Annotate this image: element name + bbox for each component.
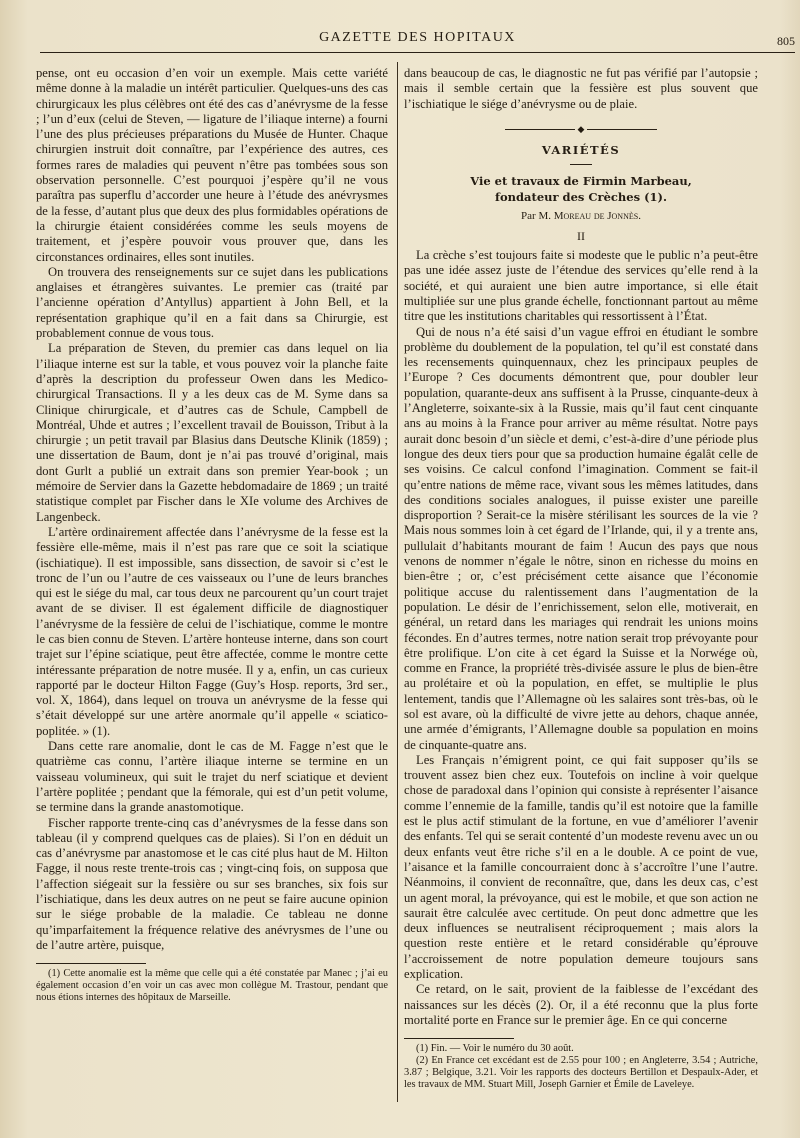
left-column xyxy=(36,66,388,1106)
article-title-line: Vie et travaux de Firmin Marbeau, xyxy=(470,174,692,189)
byline xyxy=(404,209,758,224)
byline-author: Moreau de Jonnès. xyxy=(553,210,641,223)
column-divider xyxy=(397,62,398,1102)
ornamental-rule: ◆ xyxy=(404,122,758,137)
paragraph: On trouvera des renseignements sur ce sujet dans les publications anglaises et étrangères suivantes. Le premier cas (traité par l’ancienne opération d’Antyllus) appartient à John Bell, et la représentation graphique qu’il en a fait dans sa Chirurgie, est probablement connue de vous tous. xyxy=(36,264,388,341)
footnote-rule xyxy=(404,1038,514,1039)
part-number: II xyxy=(577,228,585,243)
page-number: 805 xyxy=(777,34,795,48)
paragraph: Fischer rapporte trente-cinq cas d’anévrysmes de la fesse dans son tableau (il y comprend quelques cas de plaies). Si l’on en déduit un cas d’anévrysme par anastomose et le cas cité plus haut de M. Hilton Fagge, il nous reste trente-trois cas ; vingt-cinq fois, on supposa que l’affection siégeait sur la fessière ou sur ses branches, six fois sur l’ischiatique, dans les deux autres on ne peut se faire aucune opinion sur le siége probable de la maladie. Ce tableau ne donne qu’imparfaitement la fréquence relative des anévrysmes de l’une ou de l’autre artère, puisque, xyxy=(36,815,388,952)
paragraph: L’artère ordinairement affectée dans l’anévrysme de la fesse est la fessière elle-même, mais il n’est pas rare que ce soit la sciatique (ischiatique). Il est impossible, sans dissection, de savoir si c’est le tronc de l’un ou l’autre de ces vaisseaux ou l’une de leurs branches qui est le siége du mal, car tous deux ne parcourent qu’un court trajet avant de se diviser. Il est également difficile de diagnostiquer l’anévrysme de la fessière de celui de l’ischiatique, comme le montre le cas bien connu de Steven. L’artère honteuse interne, dans son court trajet sur l’épine sciatique, peut être affectée, comme le montre cette intéressante préparation de notre musée. Il y a, enfin, un cas curieux rapporté par le docteur Hilton Fagge (Guy’s Hosp. reports, 3rd ser., vol. X, 1864), dans lequel on trouva un anévrysme de la fesse qui s’était développé sur une artère anormale qu’il appelle « sciatico-poplitée. » (1). xyxy=(36,524,388,738)
right-column xyxy=(404,66,758,1106)
byline-prefix: Par M. xyxy=(521,210,551,223)
article-title-line: fondateur des Crèches (1). xyxy=(495,190,667,205)
article-title xyxy=(404,173,758,205)
journal-title: GAZETTE DES HOPITAUX xyxy=(319,30,516,45)
footnote: (1) Cette anomalie est la même que celle qui a été constatée par Manec ; j’ai eu également occasion d’en voir un cas avec mon collègue M. Trastour, pendant que nous étions internes des hôpitaux de Marseille. xyxy=(36,968,388,1004)
paragraph: Dans cette rare anomalie, dont le cas de M. Fagge n’est que le quatrième cas connu, l’artère iliaque interne se termine en un vaisseau volumineux, qui suit le trajet du nerf sciatique et devient l’artère poplitée ; pendant que la fémorale, qui est d’un petit volume, se termine dans la grande anastomotique. xyxy=(36,739,388,815)
footnote: (2) En France cet excédant est de 2.55 pour 100 ; en Angleterre, 3.54 ; Autriche, 3.87 ; Belgique, 3.21. Voir les rapports des docteurs Bertillon et Despaulx-Ader, et les travaux de MM. Stuart Mill, Joseph Garnier et Émile de Laveleye. xyxy=(404,1055,758,1091)
paragraph: dans beaucoup de cas, le diagnostic ne fut pas vérifié par l’autopsie ; mais il semble certain que la fessière est plus souvent que l’ischiatique le siége d’anévrysme ou de plaie. xyxy=(404,66,758,111)
footnote-rule xyxy=(36,963,146,964)
paragraph: pense, ont eu occasion d’en voir un exemple. Mais cette variété même donne à la maladie un intérêt particulier. Quelques-uns des cas chirurgicaux les plus célèbres ont été des cas d’anévrysme de la fesse ; l’un d’eux (celui de Steven, — ligature de l’iliaque interne) a fourni l’une des plus précieuses préparations du Musée de Hunter. Chaque chirurgien instruit doit connaître, par l’expérience des autres, ces formes rares de maladies qui peuvent n’être pas tombées sous son observation personnelle. C’est pourquoi j’espère qu’il ne vous paraîtra pas superflu d’accorder une heure à l’étude des anévrysmes de la fesse, d’autant plus que deux des plus formidables opérations de la chirurgie étaient considérées comme les seuls moyens de traitement, et j’espère pouvoir vous prouver que, dans les circonstances ordinaires, elles sont inutiles. xyxy=(36,66,388,264)
paragraph: Les Français n’émigrent point, ce qui fait supposer qu’ils se trouvent assez bien chez eux. Toutefois on incline à voir quelque chose de paradoxal dans l’opinion qui consiste à représenter l’aisance comme l’ennemie de la famille, tandis qu’il est notoire que la famille est le plus actif stimulant de la fortune, en vue d’améliorer l’avenir des enfants. Tel qui se serait contenté d’un modeste revenu avec un ou deux enfants veut être riche s’il en a le double. A ce point de vue, l’aisance et la famille concourraient donc à s’accroître l’une l’autre. Néanmoins, il convient de reconnaître, que, dans les deux cas, c’est un agent moral, la prévoyance, qui est le mobile, et que son action ne saurait être calculée avec certitude. On peut donc admettre que les deux influences se neutralisent réciproquement ; mais alors la question reste entière et le retard considérable qu’éprouve l’accroissement de notre population demeure toujours sans explication. xyxy=(404,752,758,982)
paragraph: La crèche s’est toujours faite si modeste que le public n’a peut-être pas une idée assez juste de l’étendue des services qu’elle rend à la société, et qui auraient une bien autre importance, si elle était multipliée sur une plus grande échelle, fonctionnant partout au même titre que les institutions charitables qui ressortissent à l’État. xyxy=(404,248,758,324)
paragraph: Ce retard, on le sait, provient de la faiblesse de l’excédant des naissances sur les décès (2). Or, il a été reconnu que la plus forte mortalité porte en France sur le premier âge. En ce qui concerne xyxy=(404,982,758,1027)
short-rule xyxy=(570,164,592,165)
footnote: (1) Fin. — Voir le numéro du 30 août. xyxy=(416,1043,574,1055)
running-head xyxy=(40,26,795,53)
paragraph: Qui de nous n’a été saisi d’un vague effroi en étudiant le sombre problème du doublement de la population, tel qu’il est constaté dans les recensements quinquennaux, chez les principaux peuples de l’Europe ? Ces documents démontrent que, pour doubler leur population, quarante-deux ans suffisent à la Prusse, cinquante-deux à l’Angleterre, soixante-six à la Russie, mais qu’il faut cent cinquante ans au moins à la France pour arriver au même résultat. Notre pays aurait donc besoin d’un siècle et demi, c’est-à-dire d’une période plus longue des deux tiers pour que sa production humaine égalât celle de ses voisins. Ce calcul confond l’imagination. Comment se fait-il qu’entre nations de même race, vivant sous les mêmes latitudes, dans des conditions sociales analogues, il puisse exister une pareille disproportion ? Serait-ce la misère stérilisant les sources de la vie ? Mais nous sommes loin à cet égard de l’Irlande, qui, il y a trente ans, pullulait d’habitants mourant de faim ! Aucun des pays que nous venons de nommer n’égale le nôtre, sinon en richesse du moins en bien-être ; or, c’est précisément cette aisance que l’économie politique accuse du ralentissement dans l’augmentation de la population. Le désir de l’enrichissement, selon elle, motiverait, en général, un retard dans les mariages qui rendrait les unions moins fécondes. En d’autres termes, notre nation serait trop prévoyante pour être prolifique. L’on cite à cet égard la Suisse et la Norwége où, comme en France, la propriété très-divisée assure le plus de bien-être au prolétaire et où la population, en effet, se multiplie le plus lentement, tandis que l’Allemagne où les salaires sont très-bas, où le sol est avare, où la difficulté de vivre jette au dehors, chaque année, une armée d’émigrants, l’Allemagne double sa population en moins de cinquante-quatre ans. xyxy=(404,324,758,752)
paragraph: La préparation de Steven, du premier cas dans lequel on lia l’iliaque interne est sur la table, et vous pouvez voir la planche faite d’après la description du professeur Owen dans les Medico-chirurgical Transactions. Il y a les deux cas de M. Syme dans sa Clinique chirurgicale, et d’autres cas de Schule, Campbell de Montréal, Uhde et autres ; l’excellent travail de Bouisson, Tribut à la chirurgie ; un petit travail par Blasius dans Deutsche Klinik (1859) ; une dissertation de Baum, dont je n’ai pas trouvé d’original, mais dont Gurlt a publié un extrait dans son premier Year-book ; un mémoire de Servier dans la Gazette hebdomadaire de 1869 ; un traité statistique complet par Fischer dans le XIe volume des Archives de Langenbeck. xyxy=(36,341,388,524)
section-title: VARIÉTÉS xyxy=(541,143,621,158)
